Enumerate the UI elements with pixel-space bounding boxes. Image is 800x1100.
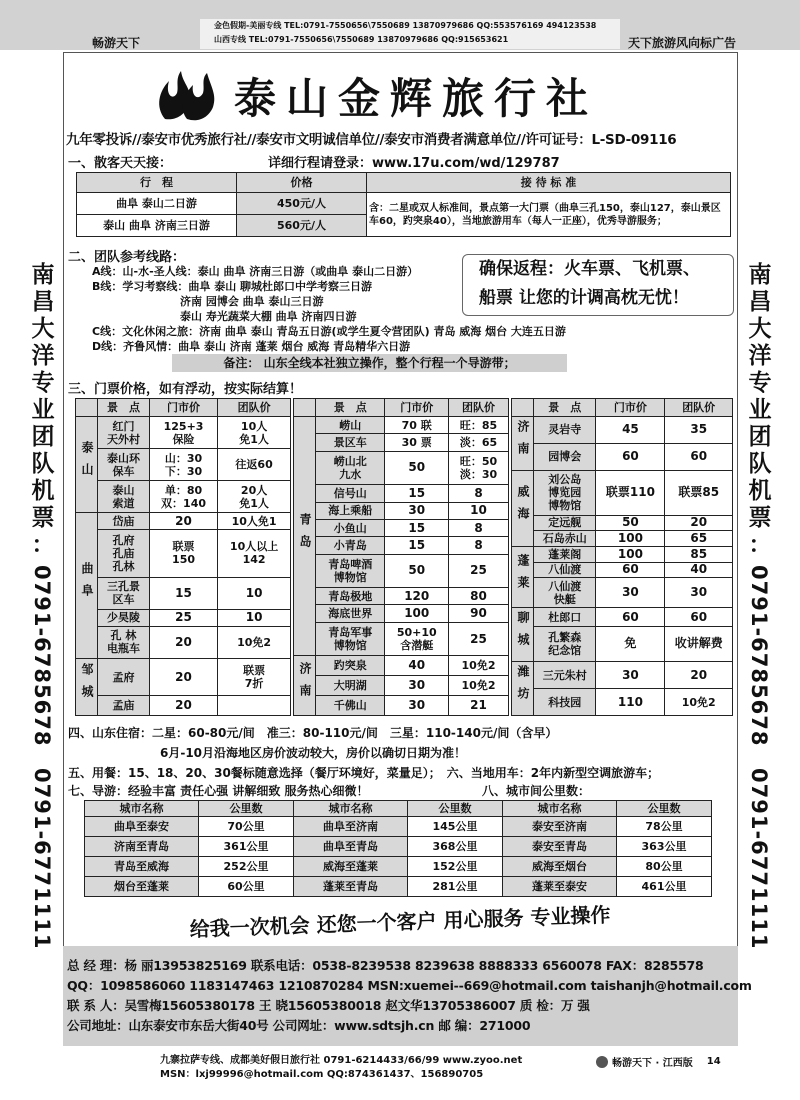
ticket-cell: 30: [385, 676, 449, 696]
section-2-title: 二、团队参考线路：: [68, 250, 186, 265]
ticket-cell: 联票85: [665, 470, 733, 515]
ticket-cell: 小鱼山: [316, 519, 385, 536]
ticket-cell: 15: [385, 485, 449, 502]
ticket-cell: 60: [596, 443, 665, 470]
ticket-row: [76, 626, 291, 658]
ticket-table-3: [511, 398, 733, 716]
ticket-cell: 65: [665, 531, 733, 547]
region-cell: 蓬莱: [512, 546, 534, 608]
region-cell: 泰山: [76, 417, 98, 513]
brand-badge-icon: [596, 1056, 608, 1068]
ticket-cell: 10: [218, 609, 291, 626]
page-number: 14: [706, 1056, 721, 1067]
ticket-cell: 单：80 双：140: [149, 481, 217, 513]
ticket-cell: 30: [385, 502, 449, 519]
standard-cell: 含：二星或双人标准间，景点第一大门票（曲阜三孔150，泰山127，泰山景区车60，趵突泉40），当地旅游用车（每人一正座），优秀导游服务；: [367, 193, 731, 237]
ticket-cell: 泰山 索道: [98, 481, 150, 513]
ticket-cell: 孔繁森 纪念馆: [534, 626, 596, 661]
distance-cell: 威海至蓬莱: [293, 857, 407, 877]
col-header: 门市价: [385, 399, 449, 417]
header-line-2: 山西专线 TEL:0791-7550656\7550689 13870979686 QQ:915653621: [214, 35, 509, 44]
side-phone-2: 0791-6771111: [30, 768, 54, 950]
distance-cell: 青岛至威海: [85, 857, 199, 877]
ticket-cell: 20: [149, 513, 217, 530]
header-band: [0, 0, 800, 50]
ticket-row: [512, 562, 733, 578]
region-cell: 济南: [512, 417, 534, 471]
distance-cell: 281公里: [408, 877, 503, 897]
ticket-cell: 20: [149, 626, 217, 658]
ticket-cell: 10免2: [665, 689, 733, 716]
ticket-cell: 30: [596, 578, 665, 608]
slogan: 给我一次机会 还您一个客户 用心服务 专业操作: [189, 902, 611, 942]
ticket-cell: 三元朱村: [534, 662, 596, 689]
side-ad-left: [28, 262, 58, 950]
ticket-cell: 免: [596, 626, 665, 661]
ticket-row: [76, 658, 291, 696]
ticket-cell: 八仙渡: [534, 562, 596, 578]
ticket-cell: 120: [385, 588, 449, 605]
ticket-cell: 21: [449, 696, 509, 716]
col-header: 价格: [237, 173, 367, 193]
distance-cell: 152公里: [408, 857, 503, 877]
distance-cell: 泰安至青岛: [502, 837, 616, 857]
distance-cell: 70公里: [199, 817, 294, 837]
header-contact-box: [200, 19, 620, 49]
distance-cell: 泰安至济南: [502, 817, 616, 837]
ticket-cell: 10: [218, 577, 291, 609]
distance-row: [85, 877, 712, 897]
region-cell: 潍坊: [512, 662, 534, 716]
ticket-cell: 联票 150: [149, 530, 217, 578]
header-left: 畅游天下: [92, 36, 141, 50]
ticket-row: [294, 434, 509, 451]
col-header: 团队价: [218, 399, 291, 417]
section-7-line: 七、导游：经验丰富 责任心强 讲解细致 服务热心细微！: [68, 784, 369, 798]
distance-cell: 145公里: [408, 817, 503, 837]
distance-row: [85, 837, 712, 857]
ticket-cell: 20人 免1人: [218, 481, 291, 513]
contact-line: QQ：1098586060 1183147463 1210870284 MSN:xuemei--669@hotmail.com taishanjh@hotmail.com: [67, 978, 752, 993]
section-3-title: 三、门票价格，如有浮动，按实际结算！: [68, 382, 303, 397]
ticket-cell: 石岛赤山: [534, 531, 596, 547]
ticket-row: [294, 519, 509, 536]
ticket-row: [294, 451, 509, 484]
ticket-cell: 泰山环 保车: [98, 449, 150, 481]
certification-line: 九年零投诉//泰安市优秀旅行社//泰安市文明诚信单位//泰安市消费者满意单位//许可证号：L-SD-09116: [66, 132, 677, 148]
company-name: 泰山金辉旅行社: [234, 74, 599, 123]
col-header: 景 点: [316, 399, 385, 417]
route-cell: 曲阜 泰山二日游: [77, 193, 237, 215]
ticket-cell: 25: [449, 554, 509, 587]
distance-cell: 461公里: [617, 877, 712, 897]
ticket-cell: 10: [449, 502, 509, 519]
ticket-cell: 科技园: [534, 689, 596, 716]
footer-brand: [596, 1054, 721, 1069]
route-line: C线：文化休闲之旅：济南 曲阜 泰山 青岛五日游(或学生夏令营团队) 青岛 威海 烟台 大连五日游: [92, 325, 566, 338]
ticket-row: [512, 515, 733, 531]
footer-ad: [160, 1054, 522, 1082]
ticket-cell: 联票110: [596, 470, 665, 515]
col-header: 团队价: [449, 399, 509, 417]
col-header: 城市名称: [85, 801, 199, 817]
ticket-cell: 85: [665, 546, 733, 562]
col-header: 门市价: [149, 399, 217, 417]
ticket-cell: 园博会: [534, 443, 596, 470]
ticket-cell: 50+10 含潜艇: [385, 622, 449, 655]
col-header: 门市价: [596, 399, 665, 417]
ticket-row: [294, 605, 509, 622]
ticket-row: [294, 537, 509, 554]
ticket-cell: 10人 免1人: [218, 417, 291, 449]
ticket-cell: 少昊陵: [98, 609, 150, 626]
distance-row: [85, 817, 712, 837]
ticket-cell: 25: [449, 622, 509, 655]
ticket-cell: 10免2: [449, 676, 509, 696]
ticket-cell: 孟庙: [98, 696, 150, 716]
footer-brand-text: 畅游天下 · 江西版: [612, 1058, 693, 1069]
col-header: 城市名称: [293, 801, 407, 817]
ticket-cell: 8: [449, 485, 509, 502]
ticket-cell: 岱庙: [98, 513, 150, 530]
ticket-cell: 35: [665, 417, 733, 444]
ticket-cell: 20: [149, 696, 217, 716]
ticket-row: [294, 622, 509, 655]
route-line: B线：学习考察线：曲阜 泰山 聊城杜郎口中学考察三日游: [92, 280, 373, 293]
contact-block: [63, 946, 752, 1046]
price-cell: 560元/人: [237, 215, 367, 237]
ticket-row: [512, 578, 733, 608]
ticket-cell: 蓬莱阁: [534, 546, 596, 562]
footer-line-2: MSN：lxj99996@hotmail.com QQ:874361437、156890705: [160, 1069, 484, 1080]
distance-cell: 78公里: [617, 817, 712, 837]
ticket-cell: 30: [665, 578, 733, 608]
flame-logo-icon: [150, 66, 220, 126]
ticket-cell: 25: [149, 609, 217, 626]
ticket-cell: 15: [385, 519, 449, 536]
footer-line-1: 九寨拉萨专线、成都美好假日旅行社 0791-6214433/66/99 www.zyoo.net: [160, 1055, 523, 1066]
ticket-row: [76, 481, 291, 513]
region-cell: 威海: [512, 470, 534, 546]
ticket-cell: 50: [385, 554, 449, 587]
ticket-cell: 100: [596, 531, 665, 547]
ticket-row: [76, 530, 291, 578]
ticket-row: [294, 676, 509, 696]
route-line: A线：山-水-圣人线：泰山 曲阜 济南三日游（或曲阜 泰山二日游）: [92, 265, 419, 278]
ticket-row: [512, 662, 733, 689]
ticket-cell: 往返60: [218, 449, 291, 481]
ticket-cell: 125+3 保险: [149, 417, 217, 449]
ticket-cell: 50: [596, 515, 665, 531]
ticket-cell: 景区车: [316, 434, 385, 451]
ticket-cell: 70 联: [385, 417, 449, 434]
route-line: D线：齐鲁风情：曲阜 泰山 济南 蓬莱 烟台 威海 青岛精华六日游: [92, 340, 411, 353]
ticket-cell: 杜郎口: [534, 608, 596, 626]
ticket-row: [76, 577, 291, 609]
distance-cell: 济南至青岛: [85, 837, 199, 857]
header-right: 天下旅游风向标广告: [628, 36, 737, 50]
ticket-row: [76, 513, 291, 530]
ticket-cell: 旺：85: [449, 417, 509, 434]
ticket-row: [512, 470, 733, 515]
ticket-cell: 110: [596, 689, 665, 716]
remark-bar: 备注： 山东全线本社独立操作，整个行程一个导游带；: [172, 354, 567, 372]
contact-line: 联 系 人：吴雪梅15605380178 王 晓15605380018 赵文华13705386007 质 检：万 强: [67, 998, 590, 1013]
ticket-cell: 40: [385, 656, 449, 676]
col-header: 公里数: [617, 801, 712, 817]
ticket-row: [512, 626, 733, 661]
ticket-table-1: [75, 398, 291, 716]
region-cell: 聊城: [512, 608, 534, 662]
ticket-row: [512, 443, 733, 470]
contact-line: 公司地址：山东泰安市东岳大街40号 公司网址：www.sdtsjh.cn 邮 编：271000: [67, 1018, 531, 1033]
ticket-cell: 孔府 孔庙 孔林: [98, 530, 150, 578]
ticket-cell: 15: [149, 577, 217, 609]
ticket-row: [294, 485, 509, 502]
ticket-cell: 60: [665, 608, 733, 626]
return-ticket-promo: [462, 254, 734, 316]
ticket-cell: 10免2: [218, 626, 291, 658]
ticket-cell: 红门 天外村: [98, 417, 150, 449]
distance-cell: 363公里: [617, 837, 712, 857]
ticket-row: [512, 689, 733, 716]
region-cell: 济南: [294, 656, 316, 716]
distance-table: [84, 800, 712, 897]
ticket-cell: 刘公岛 博览园 博物馆: [534, 470, 596, 515]
distance-cell: 252公里: [199, 857, 294, 877]
ticket-cell: 15: [385, 537, 449, 554]
distance-cell: 60公里: [199, 877, 294, 897]
ticket-cell: 10免2: [449, 656, 509, 676]
ticket-cell: 90: [449, 605, 509, 622]
ticket-cell: 崂山北 九水: [316, 451, 385, 484]
route-line: 济南 园博会 曲阜 泰山三日游: [92, 295, 324, 308]
col-header: 公里数: [408, 801, 503, 817]
region-header: [76, 399, 98, 417]
ticket-row: [512, 546, 733, 562]
ticket-cell: 小青岛: [316, 537, 385, 554]
ticket-cell: 趵突泉: [316, 656, 385, 676]
price-cell: 450元/人: [237, 193, 367, 215]
ticket-row: [294, 417, 509, 434]
ticket-cell: 山：30 下：30: [149, 449, 217, 481]
ticket-cell: 30: [385, 696, 449, 716]
ticket-cell: 20: [665, 515, 733, 531]
ticket-cell: 淡：65: [449, 434, 509, 451]
col-header: 团队价: [665, 399, 733, 417]
col-header: 城市名称: [502, 801, 616, 817]
region-header: [512, 399, 534, 417]
section-1-detail: 详细行程请登录：www.17u.com/wd/129787: [268, 156, 560, 171]
ticket-row: [512, 531, 733, 547]
ticket-cell: 30: [596, 662, 665, 689]
side-text: 南 昌 大 洋 专 业 团 队 机 票 ：: [31, 262, 55, 558]
company-logo: [150, 64, 650, 128]
section-8-title: 八、城市间公里数：: [482, 784, 591, 798]
side-text: 南 昌 大 洋 专 业 团 队 机 票 ：: [748, 262, 772, 558]
side-phone-1: 0791-6785678: [30, 565, 54, 747]
ticket-row: [76, 696, 291, 716]
ticket-cell: 80: [449, 588, 509, 605]
section-1-title: 一、散客天天接：: [68, 156, 173, 171]
region-header: [294, 399, 316, 417]
ticket-cell: 60: [665, 443, 733, 470]
distance-cell: 曲阜至青岛: [293, 837, 407, 857]
ticket-cell: 海底世界: [316, 605, 385, 622]
side-phone-1: 0791-6785678: [747, 565, 771, 747]
distance-cell: 361公里: [199, 837, 294, 857]
ticket-cell: 20: [665, 662, 733, 689]
distance-cell: 曲阜至济南: [293, 817, 407, 837]
ticket-cell: [218, 696, 291, 716]
ticket-row: [76, 449, 291, 481]
ticket-cell: 八仙渡 快艇: [534, 578, 596, 608]
ticket-cell: 60: [596, 608, 665, 626]
ticket-cell: 8: [449, 519, 509, 536]
distance-cell: 曲阜至泰安: [85, 817, 199, 837]
col-header: 公里数: [199, 801, 294, 817]
ticket-cell: 崂山: [316, 417, 385, 434]
ticket-cell: 60: [596, 562, 665, 578]
ticket-cell: 联票 7折: [218, 658, 291, 696]
ticket-cell: 40: [665, 562, 733, 578]
side-phone-2: 0791-6771111: [747, 768, 771, 950]
distance-cell: 蓬莱至青岛: [293, 877, 407, 897]
distance-cell: 威海至烟台: [502, 857, 616, 877]
ticket-cell: 信号山: [316, 485, 385, 502]
region-cell: 邹城: [76, 658, 98, 715]
ticket-row: [76, 417, 291, 449]
route-line: 泰山 寿光蔬菜大棚 曲阜 济南四日游: [92, 310, 357, 323]
ticket-row: [76, 609, 291, 626]
ticket-cell: 100: [596, 546, 665, 562]
distance-row: [85, 857, 712, 877]
region-cell: 曲阜: [76, 513, 98, 658]
ticket-cell: 45: [596, 417, 665, 444]
promo-line-2: 船票 让您的计调高枕无忧！: [479, 288, 689, 308]
col-header: 景 点: [534, 399, 596, 417]
route-cell: 泰山 曲阜 济南三日游: [77, 215, 237, 237]
ticket-cell: 孟府: [98, 658, 150, 696]
ticket-cell: 50: [385, 451, 449, 484]
ticket-cell: 灵岩寺: [534, 417, 596, 444]
ticket-cell: 100: [385, 605, 449, 622]
ticket-table-2: [293, 398, 509, 716]
section-4-note: 6月-10月沿海地区房价波动较大，房价以确切日期为准！: [160, 746, 467, 760]
col-header: 景 点: [98, 399, 150, 417]
ticket-cell: 8: [449, 537, 509, 554]
ticket-row: [294, 588, 509, 605]
ticket-cell: 三孔景 区车: [98, 577, 150, 609]
side-ad-right: [745, 262, 775, 950]
ticket-cell: 孔 林 电瓶车: [98, 626, 150, 658]
ticket-row: [294, 656, 509, 676]
ticket-cell: 30 票: [385, 434, 449, 451]
ticket-row: [294, 554, 509, 587]
col-header: 行 程: [77, 173, 237, 193]
ticket-cell: 海上乘船: [316, 502, 385, 519]
ticket-cell: 20: [149, 658, 217, 696]
ticket-row: [512, 608, 733, 626]
contact-line: 总 经 理：杨 丽13953825169 联系电话：0538-8239538 8239638 8888333 6560078 FAX：8285578: [67, 958, 704, 973]
distance-cell: 368公里: [408, 837, 503, 857]
tour-price-table: [76, 172, 731, 237]
promo-line-1: 确保返程：火车票、飞机票、: [479, 259, 700, 279]
ticket-cell: 旺：50 淡：30: [449, 451, 509, 484]
distance-cell: 烟台至蓬莱: [85, 877, 199, 897]
distance-cell: 80公里: [617, 857, 712, 877]
ticket-cell: 收讲解费: [665, 626, 733, 661]
region-cell: 青岛: [294, 417, 316, 656]
ticket-row: [512, 417, 733, 444]
ticket-cell: 青岛啤酒 博物馆: [316, 554, 385, 587]
ticket-row: [294, 696, 509, 716]
ticket-cell: 青岛军事 博物馆: [316, 622, 385, 655]
section-5-6-line: 五、用餐：15、18、20、30餐标随意选择（餐厅环境好，菜量足）； 六、当地用车：2年内新型空调旅游车；: [68, 766, 660, 780]
ticket-cell: 10人免1: [218, 513, 291, 530]
col-header: 接 待 标 准: [367, 173, 731, 193]
section-4-line: 四、山东住宿：二星：60-80元/间 准三：80-110元/间 三星：110-140元/间（含早）: [68, 726, 558, 740]
ticket-cell: 10人以上 142: [218, 530, 291, 578]
ticket-cell: 千佛山: [316, 696, 385, 716]
header-line-1: 金色假期-美丽专线 TEL:0791-7550656\7550689 13870979686 QQ:553576169 494123538: [214, 21, 597, 30]
ticket-row: [294, 502, 509, 519]
distance-cell: 蓬莱至泰安: [502, 877, 616, 897]
ticket-cell: 大明湖: [316, 676, 385, 696]
ticket-cell: 定远舰: [534, 515, 596, 531]
ticket-cell: 青岛极地: [316, 588, 385, 605]
